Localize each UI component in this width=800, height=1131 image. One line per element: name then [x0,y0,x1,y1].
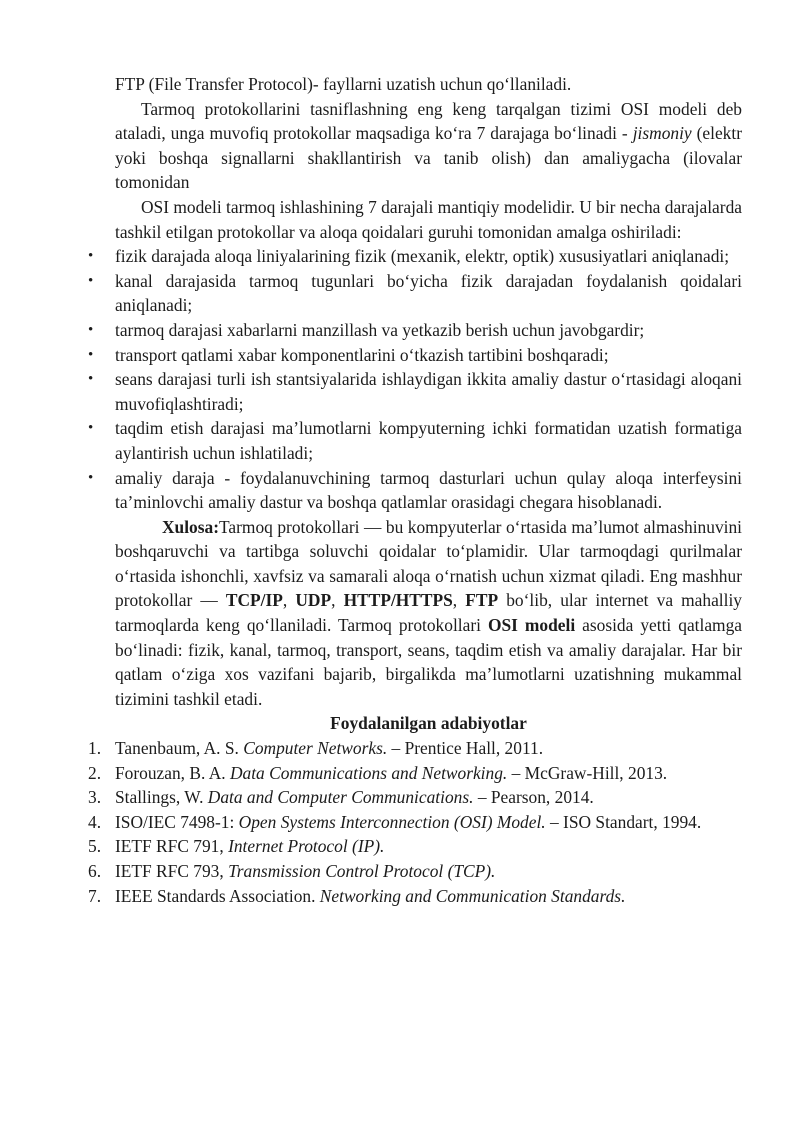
reference-publisher: – McGraw-Hill, 2013. [507,762,668,783]
separator: , [331,590,344,611]
reference-number: 5. [88,836,102,857]
reference-number: 4. [88,811,102,832]
list-item: • transport qatlami xabar komponentlarini o‘tkazish tartibini boshqaradi; [115,343,742,368]
reference-publisher: – ISO Standart, 1994. [545,811,702,832]
osi-model-term: OSI modeli [487,615,576,636]
list-item: • kanal darajasida tarmoq tugunlari bo‘yicha fizik darajadan foydalanish qoidalari aniqlanadi; [115,269,742,318]
reference-publisher: – Prentice Hall, 2011. [387,738,544,759]
ftp-line: FTP (File Transfer Protocol)- fayllarni uzatish uchun qo‘llaniladi. [115,74,572,94]
conclusion-text-3: asosida yetti qatlamga bo‘linadi: fizik, kanal, tarmoq, transport, seans, taqdim etish va amaliy darajalar. Har bir qatlam o‘ziga xos vazifani bajarib, birgalikda ma’lumotlarni uzatishning mukammal tizimini tashkil etadi. [115,615,742,709]
list-item: • fizik darajada aloqa liniyalarining fizik (mexanik, elektr, optik) xususiyatlari aniqlanadi; [115,244,742,269]
reference-item [88,834,742,859]
osi-para-end: (elektr yoki boshqa signallarni shakllantirish va tanib olish) dan amaliygacha (ilovalar tomonidan [115,123,742,193]
reference-number: 1. [88,738,102,759]
reference-author: Tanenbaum, A. S. [115,738,244,759]
list-item: • taqdim etish darajasi ma’lumotlarni kompyuterning ichki formatidan uzatish formatiga aylantirish uchun ishlatiladi; [115,416,742,465]
reference-title: Internet Protocol (IP). [228,836,385,857]
reference-number: 6. [88,861,102,881]
reference-title: Data and Computer Communications. [207,787,474,808]
separator: , [452,590,466,611]
reference-author: IETF RFC 791, [115,836,229,857]
reference-title: Networking and Communication Standards. [319,885,626,906]
protocol-ftp: FTP [465,590,499,611]
reference-number: 7. [88,885,102,906]
osi-para-italic: jismoniy [632,123,692,144]
reference-title: Data Communications and Networking. [229,762,508,783]
conclusion-paragraph [115,515,742,712]
document-page [0,72,800,908]
reference-item [88,785,742,810]
reference-author: IETF RFC 793, [115,861,229,881]
osi-layers-list [115,244,742,515]
conclusion-text-1: Tarmoq protokollari — bu kompyuterlar o‘rtasida ma’lumot almashinuvini boshqaruvchi va tartibga soluvchi qoidalar to‘plamidir. Ular tarmoqdagi qurilmalar o‘rtasida ishonchli, xavfsiz va samarali aloqa o‘rnatish uchun xizmat qiladi. Eng mashhur protokollar — [115,516,742,611]
list-item: • amaliy daraja - foydalanuvchining tarmoq dasturlari uchun qulay aloqa interfeysini ta’minlovchi amaliy dastur va boshqa qatlamlar orasidagi chegara hisoblanadi. [115,466,742,515]
reference-number: 3. [88,787,102,808]
osi-model-paragraph: OSI modeli tarmoq ishlashining 7 darajali mantiqiy modelidir. U bir necha darajalarda tashkil etilgan protokollar va aloqa qoidalari guruhi tomonidan amalga oshiriladi: [115,196,742,242]
references-list [88,736,742,908]
reference-number: 2. [88,762,102,783]
text-column [88,72,742,908]
reference-item [88,736,742,761]
reference-publisher: – Pearson, 2014. [473,787,594,808]
osi-classification-paragraph [115,97,742,195]
reference-author: ISO/IEC 7498-1: [115,811,239,832]
reference-author: IEEE Standards Association. [115,885,320,906]
protocol-tcpip: TCP/IP [225,590,283,611]
separator: , [282,590,296,611]
reference-item [88,810,742,835]
references-heading: Foydalanilgan adabiyotlar [330,713,527,734]
reference-author: Forouzan, B. A. [115,762,230,783]
protocol-http: HTTP/HTTPS [343,590,453,611]
conclusion-label: Xulosa: [162,516,220,537]
reference-title: Computer Networks. [243,738,388,759]
osi-para-start: Tarmoq protokollarini tasniflashning eng keng tarqalgan tizimi OSI modeli deb ataladi, unga muvofiq protokollar maqsadiga ko‘ra 7 darajaga bo‘linadi - [115,98,742,144]
conclusion-text-2: bo‘lib, ular internet va mahalliy tarmoqlarda keng qo‘llaniladi. Tarmoq protokollari [115,590,742,636]
reference-title: Open Systems Interconnection (OSI) Model. [238,811,546,832]
reference-item [88,884,742,909]
protocol-udp: UDP [295,590,332,611]
list-item: • tarmoq darajasi xabarlarni manzillash va yetkazib berish uchun javobgardir; [115,318,742,343]
reference-title: Transmission Control Protocol (TCP). [228,861,496,881]
reference-item [88,859,742,884]
reference-item [88,761,742,786]
reference-author: Stallings, W. [115,787,208,808]
list-item: • seans darajasi turli ish stantsiyalarida ishlaydigan ikkita amaliy dastur o‘rtasidagi aloqani muvofiqlashtiradi; [115,367,742,416]
